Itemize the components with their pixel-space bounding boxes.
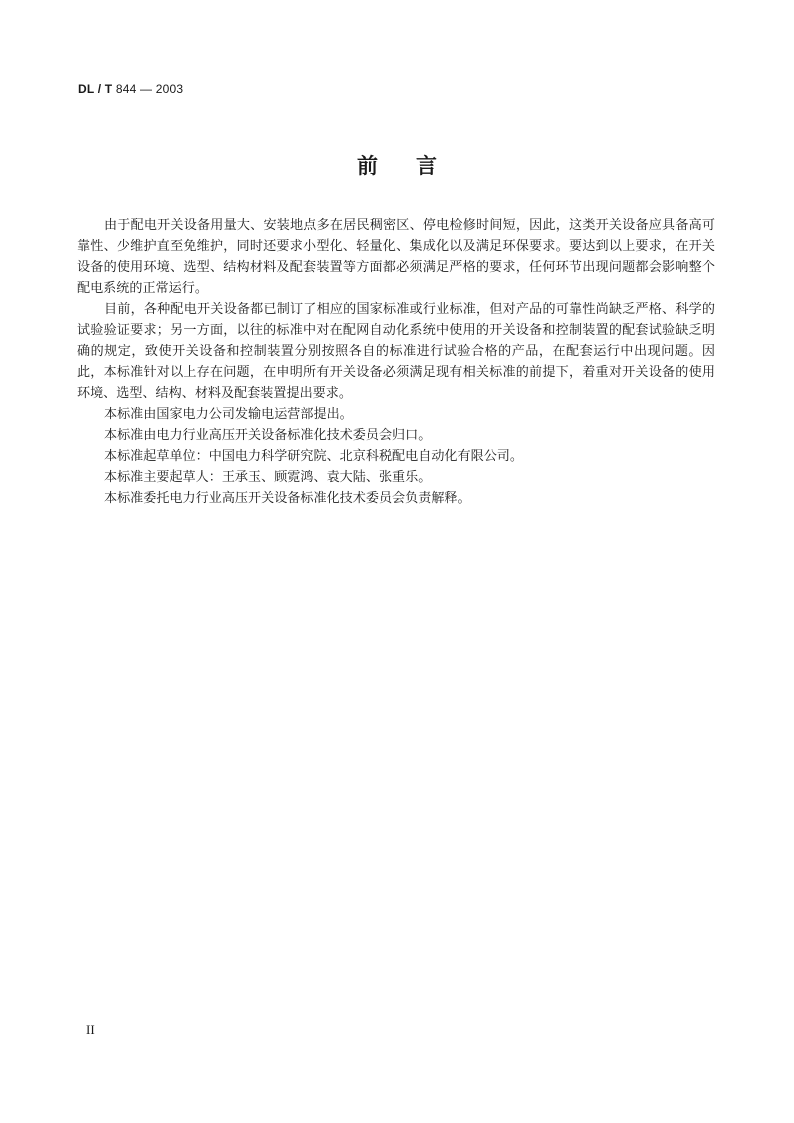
paragraph-proposer: 本标准由国家电力公司发输电运营部提出。 [104, 407, 353, 422]
page-title: 前言 [357, 154, 475, 178]
paragraph-current-status: 目前，各种配电开关设备都已制订了相应的国家标准或行业标准，但对产品的可靠性尚缺乏严格、科学的试验验证要求；另一方面，以往的标准中对在配网自动化系统中使用的开关设备和控制装置的配套试验缺乏明确的规定，致使开关设备和控制装置分别按照各自的标准进行试验合格的产品，在配套运行中出现问题。因此，本标准针对以上存在问题，在申明所有开关设备必须满足现有相关标准的前提下，着重对开关设备的使用环境、选型、结构、材料及配套装置提出要求。 [77, 302, 715, 401]
standard-year: 2003 [155, 82, 184, 96]
paragraph-drafting-units: 本标准起草单位：中国电力科学研究院、北京科税配电自动化有限公司。 [104, 449, 523, 464]
header-dash: — [140, 82, 153, 96]
paragraph-administrator: 本标准由电力行业高压开关设备标准化技术委员会归口。 [104, 428, 432, 443]
page-number: II [86, 1022, 95, 1037]
foreword-body [77, 215, 715, 509]
standard-number: 844 [115, 82, 137, 96]
paragraph-drafters: 本标准主要起草人：王承玉、顾霓鸿、袁大陆、张重乐。 [104, 470, 432, 485]
paragraph-interpretation: 本标准委托电力行业高压开关设备标准化技术委员会负责解释。 [104, 491, 471, 506]
standard-code: DL / T [78, 82, 113, 96]
standard-number-header [78, 82, 183, 96]
paragraph-background: 由于配电开关设备用量大、安装地点多在居民稠密区、停电检修时间短，因此，这类开关设备应具备高可靠性、少维护直至免维护，同时还要求小型化、轻量化、集成化以及满足环保要求。要达到以上要求，在开关设备的使用环境、选型、结构材料及配套装置等方面都必须满足严格的要求，任何环节出现问题都会影响整个配电系统的正常运行。 [77, 218, 715, 296]
